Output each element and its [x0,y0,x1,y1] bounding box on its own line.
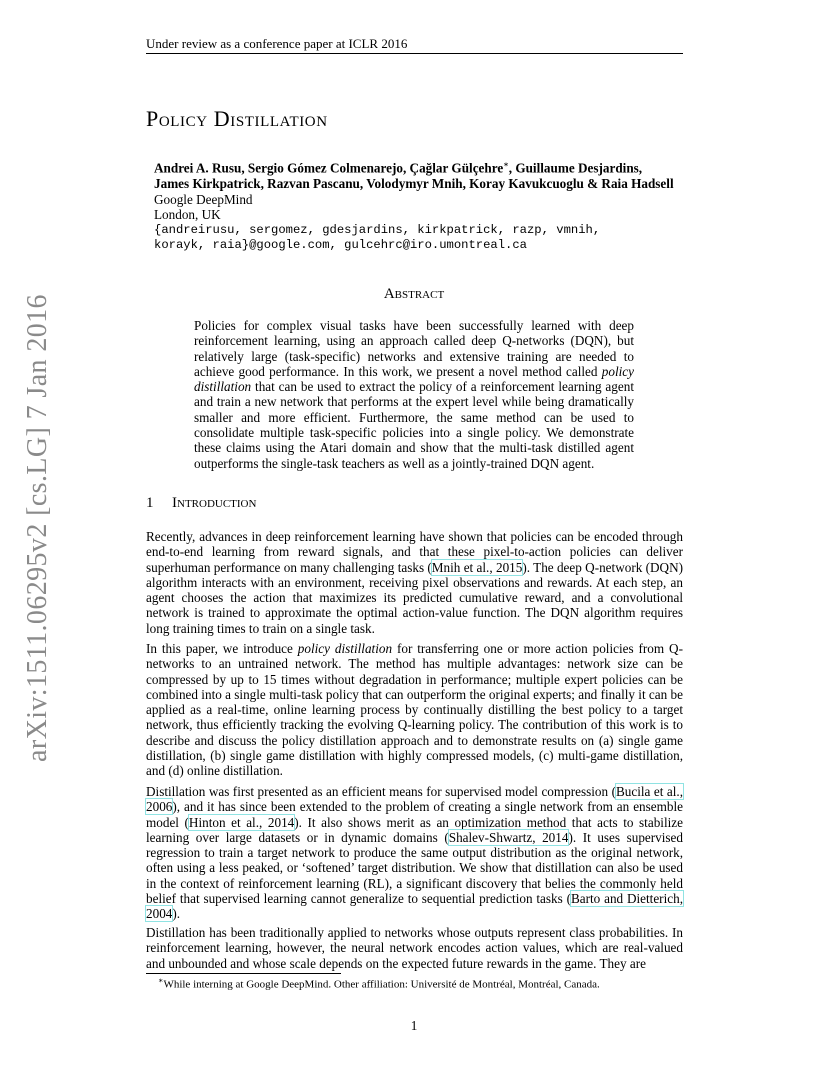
section-title: Introduction [172,495,257,511]
citation-link[interactable]: Hinton et al., 2014 [188,814,295,830]
footnote-text: While interning at Google DeepMind. Other affiliation: Université de Montréal, Montréal, Canada. [163,978,600,991]
section-number: 1 [146,495,154,511]
footnote-marker: ∗ [158,976,164,985]
paragraph-1 [146,529,683,636]
citation-link[interactable]: Mnih et al., 2015 [431,559,523,575]
paragraph-text: ). [172,906,181,922]
abstract-emphasis: policy distillation [194,363,634,395]
abstract-heading: Abstract [383,286,445,302]
abstract-text: that can be used to extract the policy of a reinforcement learning agent and train a new network that performs at the expert level while being dramatically smaller and more efficient. Furthermore, the same method can be used to consolidate multiple task-specific policies into a single policy. We demonstrate these claims using the Atari domain and show that the multi-task distilled agent outperforms the single-task teachers as well as a jointly-trained DQN agent. [194,379,634,471]
paragraph-text: ), and it has since been extended to the problem of creating a single network from an ensemble model ( [146,799,683,830]
author-names-part: , Guillaume Desjardins, [508,160,643,176]
paragraph-text: ). It also shows merit as an optimization method that acts to stabilize learning over large datasets or in dynamic domains ( [146,814,683,845]
paragraph-text: ). The deep Q-network (DQN) algorithm interacts with an environment, receiving pixel observations and rewards. At each step, an agent chooses the action that maximizes its predicted cumulative reward, and a convolutional network is trained to approximate the optimal action-value function. The DQN algorithm requires long training times to train on a single task. [146,559,683,636]
abstract-text: Policies for complex visual tasks have been successfully learned with deep reinforcement learning, using an approach called deep Q-networks (DQN), but relatively large (task-specific) networks and extensive training are needed to achieve good performance. In this work, we present a novel method called [194,318,634,379]
affiliation: Google DeepMind [154,191,253,207]
paragraph-text: In this paper, we introduce [146,641,298,656]
author-block [154,157,694,254]
header-rule [146,53,683,54]
citation-link[interactable]: Shalev-Shwartz, 2014 [448,829,569,845]
running-head: Under review as a conference paper at ICLR 2016 [146,36,408,51]
citation-link[interactable]: Barto and Dietterich, 2004 [146,891,683,922]
abstract-body [194,318,634,471]
citation-link[interactable]: Bucila et al., 2006 [146,784,683,815]
footnote-marker[interactable]: ∗ [503,160,509,169]
paragraph-text: Recently, advances in deep reinforcement learning have shown that policies can be encoded through end-to-end learning from reward signals, and that these pixel-to-action policies can deliver superhuman performance on many challenging tasks ( [146,529,683,575]
paragraph-3 [146,784,683,922]
location: London, UK [154,207,221,223]
email-line-1: {andreirusu, sergomez, gdesjardins, kirkpatrick, razp, vmnih, [154,222,601,237]
paper-title: Policy Distillation [146,106,328,131]
author-names-line-1 [154,157,694,176]
paragraph-emphasis: policy distillation [297,641,393,656]
paragraph-text: Distillation was first presented as an efficient means for supervised model compression ( [146,784,616,799]
paragraph-4: Distillation has been traditionally applied to networks whose outputs represent class probabilities. In reinforcement learning, however, the neural network encodes action values, which are real-valued and unbounded and whose scale depends on the expected future rewards in the game. They are [146,925,683,971]
paragraph-text: for transferring one or more action policies from Q-networks to an untrained network. The method has multiple advantages: network size can be compressed by up to 15 times without degradation in performance; multiple expert policies can be combined into a single multi-task policy that can outperform the original experts; and finally it can be applied as a real-time, online learning process by continually distilling the best policy to a target network, thus efficiently tracking the evolving Q-learning policy. The contribution of this work is to describe and discuss the policy distillation approach and to demonstrate results on (a) single game distillation, (b) single game distillation with highly compressed models, (c) multi-game distillation, and (d) online distillation. [146,641,683,779]
author-names-part: Andrei A. Rusu, Sergio Gómez Colmenarejo, Çağlar Gülçehre [154,160,504,176]
paragraph-text: ). It uses supervised regression to train a target network to produce the same output distribution as the original network, often using a less peaked, or ‘softened’ target distribution. We show that distillation can also be used in the context of reinforcement learning (RL), a significant discovery that belies the commonly held belief that supervised learning cannot generalize to sequential prediction tasks ( [146,829,684,907]
page-number: 1 [410,1018,418,1033]
author-names-line-2: James Kirkpatrick, Razvan Pascanu, Volodymyr Mnih, Koray Kavukcuoglu & Raia Hadsell [154,175,674,191]
footnote [146,976,698,991]
email-line-2: korayk, raia}@google.com, gulcehrc@iro.umontreal.ca [154,238,527,253]
section-heading [146,495,256,512]
arxiv-id: arXiv:1511.06295v2 [cs.LG] 7 Jan 2016 [22,294,53,762]
footnote-rule [146,973,341,974]
paragraph-2 [146,641,683,779]
